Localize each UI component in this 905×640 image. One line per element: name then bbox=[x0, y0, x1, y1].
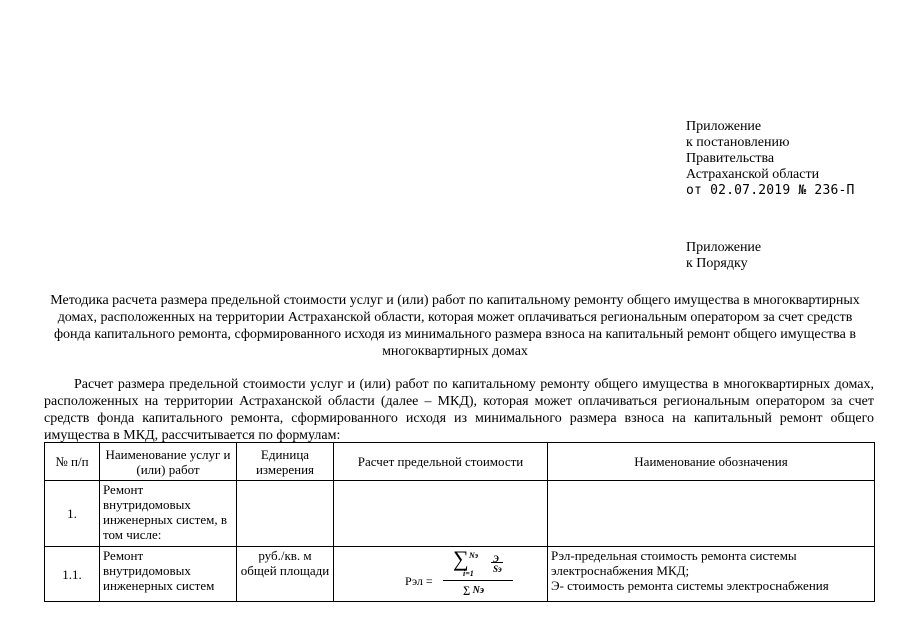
fraction-denominator: Sэ bbox=[493, 564, 502, 574]
row-name: Ремонт внутридомовых инженерных систем, в том числе: bbox=[100, 481, 237, 547]
row-desc bbox=[548, 481, 875, 547]
row-number: 1.1. bbox=[45, 547, 100, 602]
row-unit bbox=[237, 481, 334, 547]
sum-lower-limit: i=1 bbox=[463, 569, 474, 578]
desc-line: Э- стоимость ремонта системы электроснабжения bbox=[551, 578, 829, 593]
row-desc bbox=[548, 547, 875, 602]
appendix-decree-block bbox=[686, 119, 855, 199]
sum-sign: ∑ bbox=[453, 546, 469, 571]
appendix-order-block bbox=[686, 240, 761, 272]
table-header-row bbox=[45, 443, 875, 481]
appendix-government: Правительства bbox=[686, 151, 775, 166]
formula-lhs: Рэл = bbox=[405, 574, 433, 588]
document-title: Методика расчета размера предельной стоимости услуг и (или) работ по капитальному ремонту общего имущества в многоквартирных домах, расположенных на территории Астраханской области, которая может оплачиваться региональным оператором за счет средств фонда капитального ремонта, сформированного исходя из минимального размера взноса на капитальный ремонт общего имущества в многоквартирных домах bbox=[50, 293, 860, 359]
appendix-to-decree: к постановлению bbox=[686, 135, 790, 150]
row-unit: руб./кв. м общей площади bbox=[237, 547, 334, 602]
row-number: 1. bbox=[45, 481, 100, 547]
appendix-date-number: от 02.07.2019 № 236-П bbox=[686, 183, 855, 198]
table-row bbox=[45, 547, 875, 602]
row-name: Ремонт внутридомовых инженерных систем bbox=[100, 547, 237, 602]
appendix-label-2: Приложение bbox=[686, 240, 762, 255]
header-unit: Единица измерения bbox=[237, 443, 334, 481]
header-num: № п/п bbox=[45, 443, 100, 481]
appendix-to-order: к Порядку bbox=[686, 256, 748, 271]
desc-line: Рэл-предельная стоимость ремонта системы электроснабжения МКД; bbox=[551, 548, 797, 578]
header-desc: Наименование обозначения bbox=[548, 443, 875, 481]
formula-denominator: ∑ Nэ bbox=[463, 585, 485, 596]
sum-upper-limit: Nэ bbox=[469, 551, 479, 560]
price-formula bbox=[337, 548, 544, 600]
appendix-region: Астраханской области bbox=[686, 167, 820, 182]
main-fraction-bar bbox=[443, 580, 513, 581]
fraction-numerator: Э bbox=[493, 554, 499, 564]
calculation-table bbox=[44, 442, 875, 602]
intro-paragraph: Расчет размера предельной стоимости услуг и (или) работ по капитальному ремонту общего имущества в многоквартирных домах, расположенных на территории Астраханской области (далее – МКД), которая может оплачиваться региональным оператором за счет средств фонда капитального ремонта, сформированного исходя из минимального размера взноса на капитальный ремонт общего имущества в МКД, рассчитывается по формулам: bbox=[44, 377, 874, 443]
table-row bbox=[45, 481, 875, 547]
header-name: Наименование услуг и (или) работ bbox=[100, 443, 237, 481]
row-calc bbox=[334, 481, 548, 547]
row-formula-cell bbox=[334, 547, 548, 602]
appendix-label: Приложение bbox=[686, 119, 762, 134]
header-calc: Расчет предельной стоимости bbox=[334, 443, 548, 481]
